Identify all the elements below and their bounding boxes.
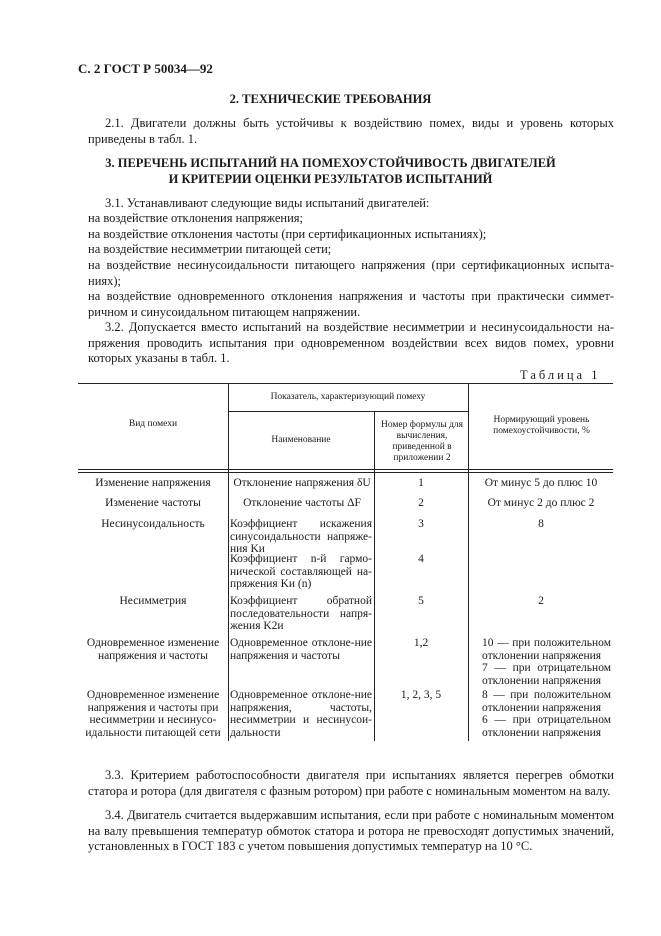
table-row-formula: 1 [418,477,424,489]
table-row-formula: 3 [418,518,424,530]
table-caption: Таблица 1 [520,368,601,382]
section-3-title-line-2: И КРИТЕРИИ ОЦЕНКИ РЕЗУЛЬТАТОВ ИСПЫТАНИЙ [168,172,493,186]
paragraph-3-1-intro: 3.1. Устанавливают следующие виды испытаний двигателей: [105,196,430,210]
table-row-formula: 1, 2, 3, 5 [400,689,442,701]
table-row-level: 6 — при отрицательном отклонении напряжения [482,714,611,739]
table-row-type: Изменение частоты [105,497,201,509]
table-row-level: От минус 5 до плюс 10 [484,477,598,489]
header-formula: Номер формулы для вычисления, приведенной в приложении 2 [380,420,464,463]
list-item: на воздействие несимметрии питающей сети; [88,242,332,256]
table-row-level: 10 — при положительном отклонении напряжения [482,637,611,662]
table-row-level: 8 — при положительном отклонении напряжения [482,689,611,714]
table-row-name: Отклонение частоты ΔF [243,497,361,509]
header-name: Наименование [271,435,331,445]
table-row-name: Одновременное отклоне-ние напряжения, частоты, несимметрии и несинусои-дальности [230,689,372,739]
table-row-formula: 5 [418,595,424,607]
list-item: на воздействие несинусоидальности питающего напряжения (при сертификационных испыта-ниях); [88,258,614,288]
table-row-name: Одновременное отклоне-ние напряжения и частоты [230,637,372,662]
table-row-level: 8 [538,518,544,530]
paragraph-3-4: 3.4. Двигатель считается выдержавшим испытания, если при работе с номинальным моментом на валу превышения температур обмоток статора и ротора не превосходят допустимых значений, установленных в ГОСТ 183 с учетом повышения допустимых температур на 10 °С. [88,808,614,853]
table-row-level: 2 [538,595,544,607]
header-group: Показатель, характеризующий помеху [270,392,426,402]
table-row-name: Коэффициент обратной последовательности напря-жения K2и [230,595,372,632]
table-row-level: От минус 2 до плюс 2 [487,497,595,509]
table-row-formula: 4 [418,553,424,565]
section-3-title-line-1: 3. ПЕРЕЧЕНЬ ИСПЫТАНИЙ НА ПОМЕХОУСТОЙЧИВОСТЬ ДВИГАТЕЛЕЙ [105,156,556,170]
table-row-name: Коэффициент искажения синусоидальности напряже-ния Kи [230,518,372,555]
paragraph-2-1: 2.1. Двигатели должны быть устойчивы к воздействию помех, виды и уровень которых приведены в табл. 1. [88,116,614,146]
list-item: на воздействие отклонения частоты (при сертификационных испытаниях); [88,227,487,241]
table-row-type: Изменение напряжения [95,477,211,489]
page-header: С. 2 ГОСТ Р 50034—92 [78,61,213,76]
header-level: Нормирующий уровень помехоустойчивости, % [493,415,590,436]
table-row-name: Отклонение напряжения δU [233,477,371,489]
table-row-name: Коэффициент n-й гармо-нической составляющей на-пряжения Kи (n) [230,553,372,590]
paragraph-3-3: 3.3. Критерием работоспособности двигателя при испытаниях является перегрев обмотки статора и ротора (для двигателя с фазным ротором) при работе с номинальным моментом на валу. [88,768,614,798]
header-type: Вид помехи [128,419,178,429]
table-row-formula: 1,2 [413,637,429,649]
list-item: на воздействие одновременного отклонения напряжения и частоты при практически симмет-ричном и синусоидальном питающем напряжении. [88,289,614,319]
section-3-title [0,155,661,187]
table-row-type: Несимметрия [119,595,187,607]
table-row-type: Несинусоидальность [101,518,205,530]
table-row-type: Одновременное изменение напряжения и частоты при несимметрии и несинусо-идальности питающей сети [85,689,221,739]
table-row-level: 7 — при отрицательном отклонении напряжения [482,662,611,687]
section-2-title: 2. ТЕХНИЧЕСКИЕ ТРЕБОВАНИЯ [229,92,432,106]
paragraph-3-2: 3.2. Допускается вместо испытаний на воздействие несимметрии и несинусоидальности на-пряжения проводить испытания при одновременном воздействии всех видов помех, уровни которых указаны в табл. 1. [88,320,614,365]
table-row-type: Одновременное изменение напряжения и частоты [86,637,220,662]
table-1 [78,383,613,741]
table-row-formula: 2 [418,497,424,509]
list-item: на воздействие отклонения напряжения; [88,211,303,225]
